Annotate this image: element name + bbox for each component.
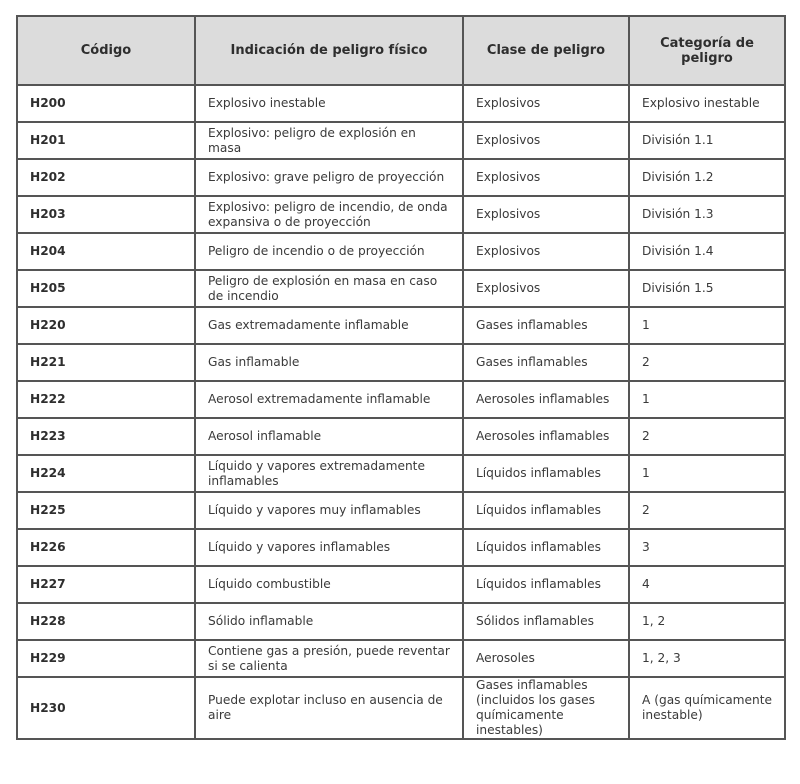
cell-indication: Gas extremadamente inflamable <box>195 307 463 344</box>
cell-code: H222 <box>17 381 195 418</box>
header-indication: Indicación de peligro físico <box>195 16 463 85</box>
cell-hazard-class: Líquidos inflamables <box>463 566 629 603</box>
cell-indication: Puede explotar incluso en ausencia de aire <box>195 677 463 739</box>
table-row <box>17 418 785 455</box>
cell-hazard-category: A (gas químicamente inestable) <box>629 677 785 739</box>
cell-hazard-class: Líquidos inflamables <box>463 492 629 529</box>
cell-hazard-category: 1 <box>629 455 785 492</box>
cell-indication: Líquido y vapores muy inflamables <box>195 492 463 529</box>
cell-hazard-category: División 1.5 <box>629 270 785 307</box>
cell-indication: Líquido y vapores extremadamente inflamables <box>195 455 463 492</box>
table-row <box>17 122 785 159</box>
cell-indication: Líquido y vapores inflamables <box>195 529 463 566</box>
cell-hazard-class: Gases inflamables <box>463 344 629 381</box>
cell-indication: Peligro de incendio o de proyección <box>195 233 463 270</box>
table-header <box>17 16 785 85</box>
header-class: Clase de peligro <box>463 16 629 85</box>
table-row <box>17 455 785 492</box>
table-row <box>17 566 785 603</box>
cell-indication: Aerosol inflamable <box>195 418 463 455</box>
cell-hazard-class: Explosivos <box>463 122 629 159</box>
cell-code: H228 <box>17 603 195 640</box>
cell-hazard-category: División 1.1 <box>629 122 785 159</box>
cell-code: H226 <box>17 529 195 566</box>
cell-hazard-class: Gases inflamables <box>463 307 629 344</box>
cell-hazard-class: Explosivos <box>463 270 629 307</box>
cell-hazard-class: Gases inflamables (incluidos los gases químicamente inestables) <box>463 677 629 739</box>
cell-indication: Explosivo: peligro de explosión en masa <box>195 122 463 159</box>
cell-hazard-class: Aerosoles inflamables <box>463 418 629 455</box>
hazard-table-container <box>16 15 786 740</box>
table-row <box>17 344 785 381</box>
cell-code: H229 <box>17 640 195 677</box>
cell-code: H204 <box>17 233 195 270</box>
header-code: Código <box>17 16 195 85</box>
cell-indication: Explosivo inestable <box>195 85 463 122</box>
table-row <box>17 492 785 529</box>
cell-hazard-category: División 1.2 <box>629 159 785 196</box>
cell-indication: Explosivo: grave peligro de proyección <box>195 159 463 196</box>
cell-indication: Peligro de explosión en masa en caso de incendio <box>195 270 463 307</box>
cell-code: H220 <box>17 307 195 344</box>
table-row <box>17 603 785 640</box>
cell-hazard-category: División 1.4 <box>629 233 785 270</box>
table-row <box>17 159 785 196</box>
cell-hazard-class: Explosivos <box>463 159 629 196</box>
cell-hazard-category: 1 <box>629 307 785 344</box>
cell-code: H202 <box>17 159 195 196</box>
cell-hazard-category: 3 <box>629 529 785 566</box>
cell-hazard-category: 1 <box>629 381 785 418</box>
cell-code: H203 <box>17 196 195 233</box>
cell-hazard-category: 2 <box>629 492 785 529</box>
cell-hazard-class: Líquidos inflamables <box>463 529 629 566</box>
table-row <box>17 196 785 233</box>
cell-hazard-class: Explosivos <box>463 85 629 122</box>
table-row <box>17 677 785 739</box>
cell-code: H221 <box>17 344 195 381</box>
cell-indication: Contiene gas a presión, puede reventar si se calienta <box>195 640 463 677</box>
cell-indication: Sólido inflamable <box>195 603 463 640</box>
cell-indication: Explosivo: peligro de incendio, de onda expansiva o de proyección <box>195 196 463 233</box>
table-row <box>17 85 785 122</box>
cell-hazard-category: 1, 2 <box>629 603 785 640</box>
cell-hazard-category: 2 <box>629 418 785 455</box>
table-row <box>17 307 785 344</box>
cell-hazard-class: Aerosoles <box>463 640 629 677</box>
cell-hazard-category: División 1.3 <box>629 196 785 233</box>
cell-code: H201 <box>17 122 195 159</box>
cell-code: H200 <box>17 85 195 122</box>
cell-code: H205 <box>17 270 195 307</box>
table-row <box>17 529 785 566</box>
header-category: Categoría de peligro <box>629 16 785 85</box>
cell-hazard-category: 4 <box>629 566 785 603</box>
cell-indication: Líquido combustible <box>195 566 463 603</box>
cell-hazard-category: 2 <box>629 344 785 381</box>
header-row <box>17 16 785 85</box>
table-row <box>17 270 785 307</box>
cell-hazard-class: Explosivos <box>463 233 629 270</box>
cell-hazard-class: Sólidos inflamables <box>463 603 629 640</box>
hazard-statements-table <box>16 15 786 740</box>
cell-hazard-category: Explosivo inestable <box>629 85 785 122</box>
cell-hazard-category: 1, 2, 3 <box>629 640 785 677</box>
table-row <box>17 381 785 418</box>
cell-indication: Aerosol extremadamente inflamable <box>195 381 463 418</box>
cell-hazard-class: Líquidos inflamables <box>463 455 629 492</box>
cell-code: H230 <box>17 677 195 739</box>
table-row <box>17 233 785 270</box>
cell-code: H224 <box>17 455 195 492</box>
table-body <box>17 85 785 739</box>
cell-hazard-class: Aerosoles inflamables <box>463 381 629 418</box>
table-row <box>17 640 785 677</box>
cell-code: H223 <box>17 418 195 455</box>
cell-code: H227 <box>17 566 195 603</box>
cell-indication: Gas inflamable <box>195 344 463 381</box>
cell-code: H225 <box>17 492 195 529</box>
cell-hazard-class: Explosivos <box>463 196 629 233</box>
